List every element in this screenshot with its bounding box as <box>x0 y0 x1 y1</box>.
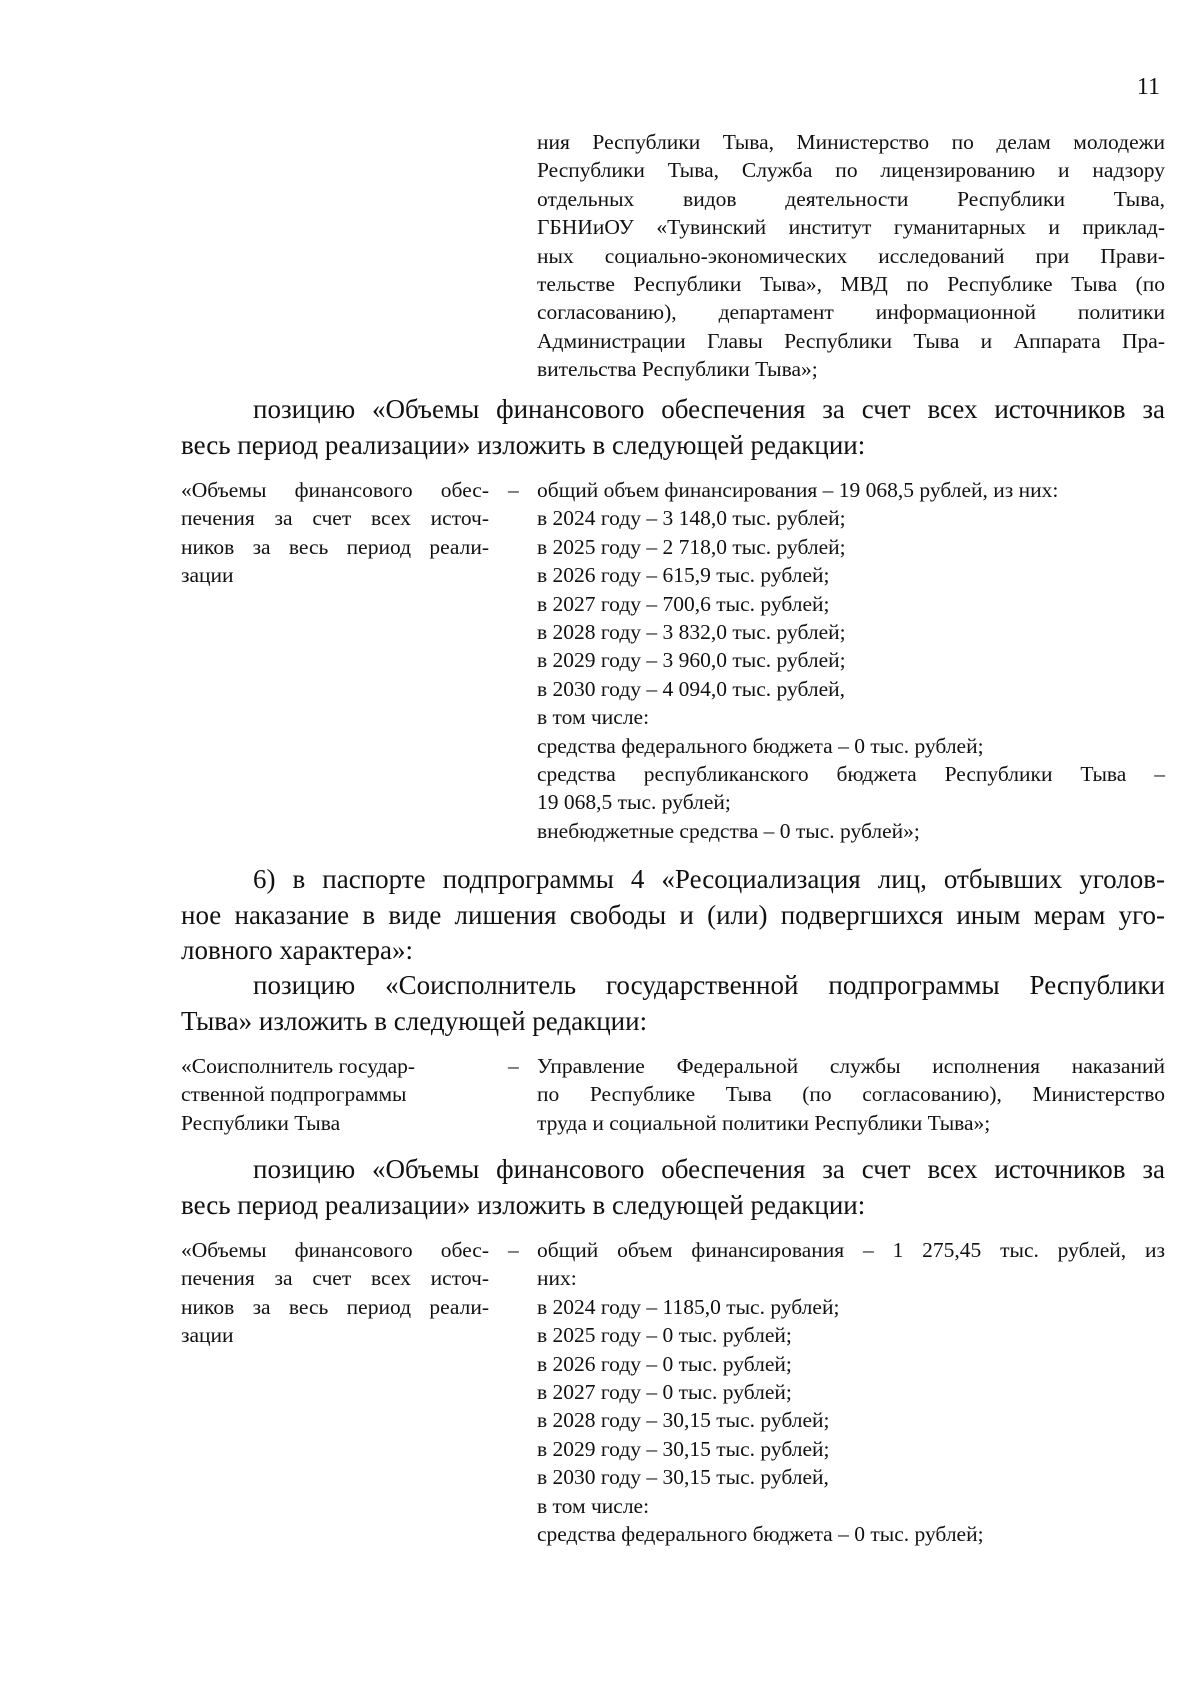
value-line: средства федерального бюджета – 0 тыс. рублей; <box>537 1522 984 1547</box>
value-line: в 2027 году – 0 тыс. рублей; <box>537 1380 792 1405</box>
value-line: общий объем финансирования – 19 068,5 рублей, из них: <box>537 478 1059 502</box>
value-line: в 2029 году – 30,15 тыс. рублей; <box>537 1436 830 1461</box>
value-line: средства республиканского бюджета Республики Тыва – <box>537 762 1165 787</box>
value-line: в 2028 году – 3 832,0 тыс. рублей; <box>537 620 846 645</box>
paragraph-funding-position <box>181 392 1165 463</box>
intro-continuation <box>537 128 1165 384</box>
value-line: в 2030 году – 30,15 тыс. рублей, <box>537 1465 829 1490</box>
text-line: позицию «Соисполнитель государственной подпрограммы Республики <box>253 970 1165 1000</box>
value-line: в 2026 году – 0 тыс. рублей; <box>537 1351 792 1376</box>
value-line: труда и социальной политики Республики Тыва»; <box>537 1110 991 1135</box>
table1-values <box>537 476 1165 845</box>
text-line: ГБНИиОУ «Тувинский институт гуманитарных и приклад- <box>537 215 1165 240</box>
value-line: них: <box>537 1266 577 1291</box>
text-line: 6) в паспорте подпрограммы 4 «Ресоциализация лиц, отбывших уголов- <box>253 864 1165 894</box>
label-line: «Объемы финансового обес- <box>181 1238 489 1262</box>
table1-dash: – <box>508 478 519 502</box>
value-line: в том числе: <box>537 705 650 730</box>
value-line: в 2027 году – 700,6 тыс. рублей; <box>537 591 830 616</box>
value-line: в 2028 году – 30,15 тыс. рублей; <box>537 1408 830 1433</box>
value-line: в том числе: <box>537 1493 650 1518</box>
value-line: в 2024 году – 3 148,0 тыс. рублей; <box>537 506 846 531</box>
text-line: тельстве Республики Тыва», МВД по Республике Тыва (по <box>537 272 1165 297</box>
label-line: «Объемы финансового обес- <box>181 478 489 502</box>
value-line: внебюджетные средства – 0 тыс. рублей»; <box>537 818 920 843</box>
value-line: общий объем финансирования – 1 275,45 тыс. рублей, из <box>537 1238 1165 1262</box>
label-line: печения за счет всех источ- <box>181 1266 489 1291</box>
paragraph-subprogram-4 <box>181 862 1165 969</box>
value-line: в 2030 году – 4 094,0 тыс. рублей, <box>537 676 846 701</box>
paragraph-funding-position-2 <box>181 1152 1165 1223</box>
text-line: ния Республики Тыва, Министерство по делам молодежи <box>537 130 1165 154</box>
text-line: Администрации Главы Республики Тыва и Аппарата Пра- <box>537 328 1165 353</box>
label-line: зации <box>181 1323 234 1348</box>
page-number: 11 <box>1136 74 1160 100</box>
value-line: в 2025 году – 0 тыс. рублей; <box>537 1323 792 1348</box>
table2-label <box>181 1052 489 1137</box>
value-line: в 2025 году – 2 718,0 тыс. рублей; <box>537 534 846 559</box>
value-line: в 2024 году – 1185,0 тыс. рублей; <box>537 1294 840 1319</box>
text-line: согласованию), департамент информационной политики <box>537 300 1165 325</box>
table2-values <box>537 1052 1165 1137</box>
paragraph-co-executor-position <box>181 968 1165 1039</box>
text-line: Тыва» изложить в следующей редакции: <box>181 1005 648 1036</box>
text-line: вительства Республики Тыва»; <box>537 357 818 382</box>
text-line: весь период реализации» изложить в следующей редакции: <box>181 1189 866 1220</box>
text-line: ловного характера»: <box>181 935 413 965</box>
value-line: по Республике Тыва (по согласованию), Министерство <box>537 1082 1165 1107</box>
value-line: средства федерального бюджета – 0 тыс. рублей; <box>537 733 984 758</box>
table1-label <box>181 476 489 590</box>
label-line: ников за весь период реали- <box>181 534 489 559</box>
text-line: позицию «Объемы финансового обеспечения за счет всех источников за <box>253 394 1165 424</box>
label-line: «Соисполнитель государ- <box>181 1054 416 1078</box>
table2-dash: – <box>508 1054 519 1078</box>
text-line: ное наказание в виде лишения свободы и (или) подвергшихся иным мерам уго- <box>181 899 1165 930</box>
text-line: позицию «Объемы финансового обеспечения за счет всех источников за <box>253 1154 1165 1184</box>
label-line: ственной подпрограммы <box>181 1082 407 1107</box>
text-line: отдельных видов деятельности Республики Тыва, <box>537 186 1165 211</box>
value-line: в 2026 году – 615,9 тыс. рублей; <box>537 563 830 588</box>
label-line: зации <box>181 563 234 588</box>
value-line: Управление Федеральной службы исполнения наказаний <box>537 1054 1165 1078</box>
label-line: печения за счет всех источ- <box>181 506 489 531</box>
table3-values <box>537 1236 1165 1548</box>
table3-label <box>181 1236 489 1350</box>
text-line: весь период реализации» изложить в следующей редакции: <box>181 429 866 460</box>
table3-dash: – <box>508 1238 519 1262</box>
text-line: ных социально-экономических исследований при Прави- <box>537 243 1165 268</box>
value-line: в 2029 году – 3 960,0 тыс. рублей; <box>537 648 846 673</box>
label-line: Республики Тыва <box>181 1110 341 1135</box>
label-line: ников за весь период реали- <box>181 1294 489 1319</box>
text-line: Республики Тыва, Служба по лицензированию и надзору <box>537 158 1165 183</box>
value-line: 19 068,5 тыс. рублей; <box>537 790 731 815</box>
